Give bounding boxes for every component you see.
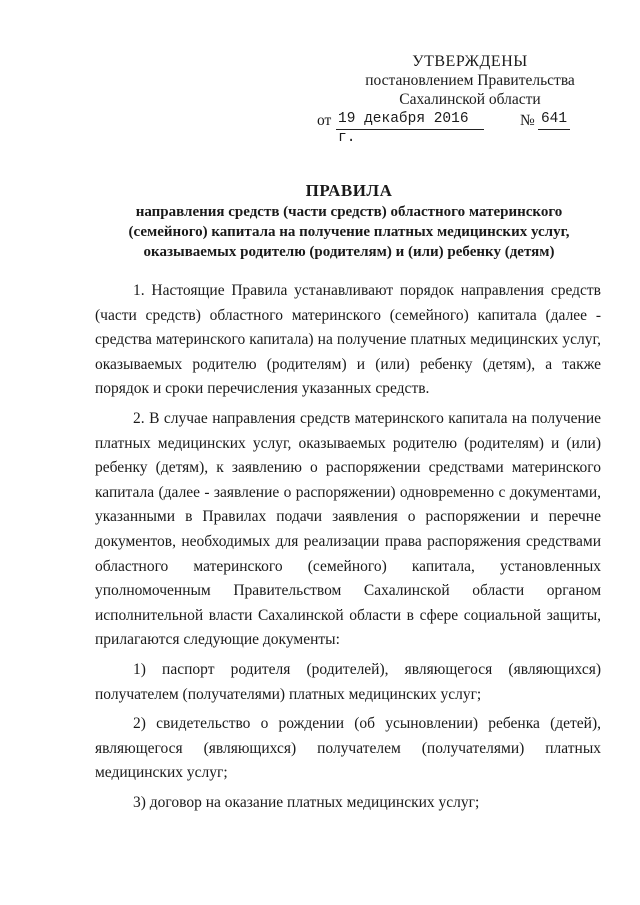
approval-title: УТВЕРЖДЕНЫ bbox=[412, 53, 528, 70]
number-label: № bbox=[520, 112, 535, 129]
list-item-2: 2) свидетельство о рождении (об усыновлении) ребенка (детей), являющегося (являющихся) получателем (получателями) платных медицинских услуг; bbox=[95, 715, 601, 782]
document-subtitle-line: (семейного) капитала на получение платных медицинских услуг, bbox=[128, 224, 570, 240]
approval-block bbox=[300, 52, 600, 146]
approval-line-decree: постановлением Правительства bbox=[365, 72, 575, 89]
document-subtitle-line: направления средств (части средств) областного материнского bbox=[135, 204, 563, 220]
date-prefix: от bbox=[317, 112, 332, 129]
decree-number: 641 bbox=[538, 110, 570, 130]
paragraph-2: 2. В случае направления средств материнского капитала на получение платных медицинских услуг, оказываемых родителю (родителям) и (или) ребенку (детям), к заявлению о распоряжении средствами материнского капитала (далее - заявление о распоряжении) одновременно с документами, указанными в Правилах подачи заявления о распоряжении и перечне документов, необходимых для реализации права распоряжения средствами областного материнского (семейного) капитала, установленных уполномоченным Правительством Сахалинской области органом исполнительной власти Сахалинской области в сфере социальной защиты, прилагаются следующие документы: bbox=[95, 409, 601, 649]
document-body bbox=[95, 279, 601, 815]
list-item-3: 3) договор на оказание платных медицинских услуг; bbox=[133, 793, 480, 811]
document-title: ПРАВИЛА bbox=[305, 181, 393, 200]
list-item-1: 1) паспорт родителя (родителей), являющегося (являющихся) получателем (получателями) платных медицинских услуг; bbox=[95, 660, 601, 703]
document-subtitle-line: оказываемых родителю (родителям) и (или) ребенку (детям) bbox=[143, 244, 555, 260]
rules-title-block bbox=[80, 180, 618, 262]
approval-line-region: Сахалинской области bbox=[399, 91, 541, 108]
decree-date: 19 декабря 2016 г. bbox=[336, 110, 484, 130]
approval-date-row bbox=[300, 110, 600, 146]
paragraph-1: 1. Настоящие Правила устанавливают порядок направления средств (части средств) областного материнского (семейного) капитала (далее - средства материнского капитала) на получение платных медицинских услуг, оказываемых родителю (родителям) и (или) ребенку (детям), а также порядок и сроки перечисления указанных средств. bbox=[95, 282, 601, 398]
